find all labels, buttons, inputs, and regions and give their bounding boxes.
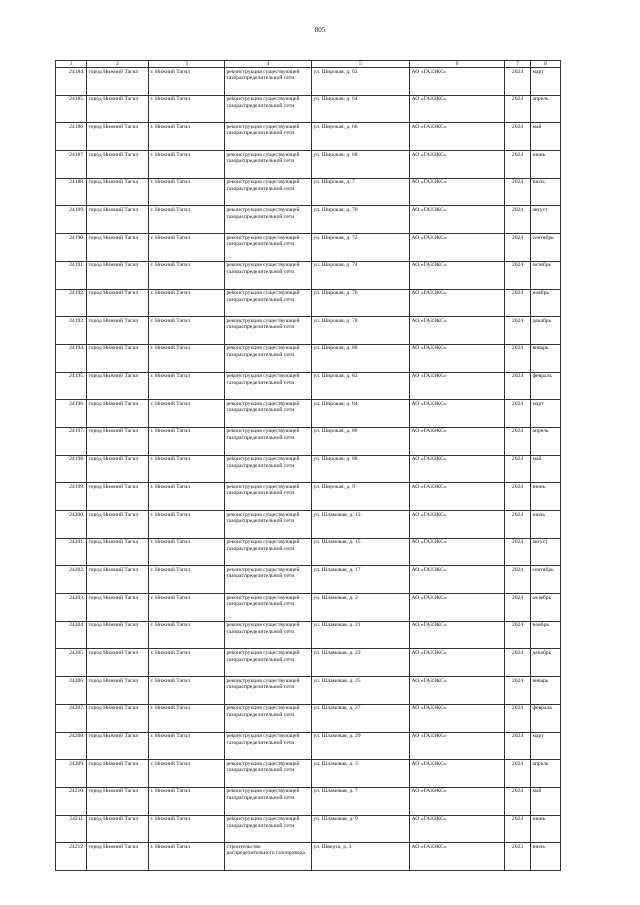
year-cell: 2024 bbox=[505, 511, 531, 539]
settlement-cell: г. Нижний Тагил bbox=[149, 649, 225, 677]
month-cell: апрель bbox=[531, 95, 561, 123]
settlement-cell: г. Нижний Тагил bbox=[149, 511, 225, 539]
row-number-cell: 24212. bbox=[56, 843, 87, 871]
month-cell: май bbox=[531, 787, 561, 815]
settlement-cell: г. Нижний Тагил bbox=[149, 206, 225, 234]
table-row bbox=[56, 95, 561, 123]
row-number-cell: 24206. bbox=[56, 677, 87, 705]
municipality-cell: город Нижний Тагил bbox=[87, 427, 149, 455]
municipality-cell: город Нижний Тагил bbox=[87, 704, 149, 732]
year-cell: 2024 bbox=[505, 760, 531, 788]
address-cell: ул. Широкая, д. 84 bbox=[312, 400, 410, 428]
work-type-cell: реконструкция существующей газораспределительной сети bbox=[225, 538, 312, 566]
row-number-cell: 24191. bbox=[56, 261, 87, 289]
municipality-cell: город Нижний Тагил bbox=[87, 511, 149, 539]
settlement-cell: г. Нижний Тагил bbox=[149, 843, 225, 871]
year-cell: 2024 bbox=[505, 123, 531, 151]
settlement-cell: г. Нижний Тагил bbox=[149, 704, 225, 732]
address-cell: ул. Шламовая, д. 23 bbox=[312, 649, 410, 677]
address-cell: ул. Широкая, д. 74 bbox=[312, 261, 410, 289]
organization-cell: АО «ГАЗЭКС» bbox=[410, 594, 505, 622]
work-type-cell: реконструкция существующей газораспределительной сети bbox=[225, 123, 312, 151]
month-cell: август bbox=[531, 538, 561, 566]
organization-cell: АО «ГАЗЭКС» bbox=[410, 123, 505, 151]
address-cell: ул. Шламовая, д. 13 bbox=[312, 511, 410, 539]
settlement-cell: г. Нижний Тагил bbox=[149, 400, 225, 428]
organization-cell: АО «ГАЗЭКС» bbox=[410, 511, 505, 539]
organization-cell: АО «ГАЗЭКС» bbox=[410, 483, 505, 511]
row-number-cell: 24193. bbox=[56, 317, 87, 345]
address-cell: ул. Шламовая, д. 17 bbox=[312, 566, 410, 594]
row-number-cell: 24188. bbox=[56, 178, 87, 206]
year-cell: 2024 bbox=[505, 483, 531, 511]
organization-cell: АО «ГАЗЭКС» bbox=[410, 206, 505, 234]
table-header-row bbox=[56, 61, 561, 68]
settlement-cell: г. Нижний Тагил bbox=[149, 178, 225, 206]
municipality-cell: город Нижний Тагил bbox=[87, 317, 149, 345]
year-cell: 2024 bbox=[505, 538, 531, 566]
settlement-cell: г. Нижний Тагил bbox=[149, 289, 225, 317]
organization-cell: АО «ГАЗЭКС» bbox=[410, 234, 505, 262]
table-row bbox=[56, 178, 561, 206]
organization-cell: АО «ГАЗЭКС» bbox=[410, 178, 505, 206]
municipality-cell: город Нижний Тагил bbox=[87, 621, 149, 649]
header-cell: 2 bbox=[87, 61, 149, 68]
municipality-cell: город Нижний Тагил bbox=[87, 594, 149, 622]
year-cell: 2024 bbox=[505, 455, 531, 483]
municipality-cell: город Нижний Тагил bbox=[87, 649, 149, 677]
month-cell: июль bbox=[531, 843, 561, 871]
settlement-cell: г. Нижний Тагил bbox=[149, 95, 225, 123]
table-row bbox=[56, 566, 561, 594]
settlement-cell: г. Нижний Тагил bbox=[149, 372, 225, 400]
month-cell: февраль bbox=[531, 372, 561, 400]
table-row bbox=[56, 206, 561, 234]
address-cell: ул. Шламовая, д. 25 bbox=[312, 677, 410, 705]
year-cell: 2024 bbox=[505, 234, 531, 262]
table-row bbox=[56, 677, 561, 705]
header-cell: 7 bbox=[505, 61, 531, 68]
year-cell: 2024 bbox=[505, 732, 531, 760]
address-cell: ул. Шламовая, д. 9 bbox=[312, 815, 410, 843]
month-cell: апрель bbox=[531, 427, 561, 455]
address-cell: ул. Широкая, д. 66 bbox=[312, 123, 410, 151]
work-type-cell: реконструкция существующей газораспределительной сети bbox=[225, 400, 312, 428]
address-cell: ул. Широкая, д. 76 bbox=[312, 289, 410, 317]
month-cell: март bbox=[531, 732, 561, 760]
address-cell: ул. Шламовая, д. 2 bbox=[312, 594, 410, 622]
organization-cell: АО «ГАЗЭКС» bbox=[410, 344, 505, 372]
settlement-cell: г. Нижний Тагил bbox=[149, 68, 225, 96]
table-row bbox=[56, 649, 561, 677]
month-cell: февраль bbox=[531, 704, 561, 732]
row-number-cell: 24211. bbox=[56, 815, 87, 843]
row-number-cell: 24186. bbox=[56, 123, 87, 151]
month-cell: август bbox=[531, 206, 561, 234]
organization-cell: АО «ГАЗЭКС» bbox=[410, 261, 505, 289]
work-type-cell: реконструкция существующей газораспределительной сети bbox=[225, 427, 312, 455]
organization-cell: АО «ГАЗЭКС» bbox=[410, 289, 505, 317]
document-table bbox=[55, 60, 561, 871]
year-cell: 2024 bbox=[505, 68, 531, 96]
address-cell: ул. Широкая, д. 88 bbox=[312, 455, 410, 483]
year-cell: 2024 bbox=[505, 151, 531, 179]
table-row bbox=[56, 151, 561, 179]
organization-cell: АО «ГАЗЭКС» bbox=[410, 455, 505, 483]
settlement-cell: г. Нижний Тагил bbox=[149, 677, 225, 705]
year-cell: 2024 bbox=[505, 566, 531, 594]
year-cell: 2024 bbox=[505, 261, 531, 289]
table-row bbox=[56, 538, 561, 566]
municipality-cell: город Нижний Тагил bbox=[87, 206, 149, 234]
table-row bbox=[56, 483, 561, 511]
municipality-cell: город Нижний Тагил bbox=[87, 815, 149, 843]
table-row bbox=[56, 400, 561, 428]
municipality-cell: город Нижний Тагил bbox=[87, 843, 149, 871]
municipality-cell: город Нижний Тагил bbox=[87, 760, 149, 788]
row-number-cell: 24195. bbox=[56, 372, 87, 400]
table-row bbox=[56, 261, 561, 289]
month-cell: июль bbox=[531, 178, 561, 206]
organization-cell: АО «ГАЗЭКС» bbox=[410, 677, 505, 705]
row-number-cell: 24208. bbox=[56, 732, 87, 760]
municipality-cell: город Нижний Тагил bbox=[87, 344, 149, 372]
month-cell: январь bbox=[531, 677, 561, 705]
row-number-cell: 24204. bbox=[56, 621, 87, 649]
address-cell: ул. Широкая, д. 70 bbox=[312, 206, 410, 234]
year-cell: 2024 bbox=[505, 400, 531, 428]
table-row bbox=[56, 427, 561, 455]
month-cell: май bbox=[531, 123, 561, 151]
municipality-cell: город Нижний Тагил bbox=[87, 151, 149, 179]
month-cell: июнь bbox=[531, 815, 561, 843]
municipality-cell: город Нижний Тагил bbox=[87, 68, 149, 96]
settlement-cell: г. Нижний Тагил bbox=[149, 815, 225, 843]
table-row bbox=[56, 594, 561, 622]
municipality-cell: город Нижний Тагил bbox=[87, 372, 149, 400]
organization-cell: АО «ГАЗЭКС» bbox=[410, 843, 505, 871]
page-number: 805 bbox=[314, 26, 326, 34]
row-number-cell: 24194. bbox=[56, 344, 87, 372]
row-number-cell: 24201. bbox=[56, 538, 87, 566]
year-cell: 2024 bbox=[505, 178, 531, 206]
year-cell: 2023 bbox=[505, 843, 531, 871]
year-cell: 2024 bbox=[505, 649, 531, 677]
year-cell: 2024 bbox=[505, 95, 531, 123]
municipality-cell: город Нижний Тагил bbox=[87, 178, 149, 206]
month-cell: июнь bbox=[531, 483, 561, 511]
table-row bbox=[56, 317, 561, 345]
settlement-cell: г. Нижний Тагил bbox=[149, 760, 225, 788]
table-row bbox=[56, 234, 561, 262]
organization-cell: АО «ГАЗЭКС» bbox=[410, 649, 505, 677]
settlement-cell: г. Нижний Тагил bbox=[149, 151, 225, 179]
work-type-cell: реконструкция существующей газораспределительной сети bbox=[225, 95, 312, 123]
work-type-cell: реконструкция существующей газораспределительной сети bbox=[225, 151, 312, 179]
address-cell: ул. Шламовая, д. 27 bbox=[312, 704, 410, 732]
municipality-cell: город Нижний Тагил bbox=[87, 261, 149, 289]
municipality-cell: город Нижний Тагил bbox=[87, 566, 149, 594]
row-number-cell: 24196. bbox=[56, 400, 87, 428]
work-type-cell: реконструкция существующей газораспределительной сети bbox=[225, 483, 312, 511]
month-cell: март bbox=[531, 68, 561, 96]
municipality-cell: город Нижний Тагил bbox=[87, 400, 149, 428]
address-cell: ул. Широкая, д. 7 bbox=[312, 178, 410, 206]
organization-cell: АО «ГАЗЭКС» bbox=[410, 317, 505, 345]
municipality-cell: город Нижний Тагил bbox=[87, 677, 149, 705]
table-body bbox=[56, 61, 561, 871]
work-type-cell: реконструкция существующей газораспределительной сети bbox=[225, 594, 312, 622]
work-type-cell: строительство распределительного газопровода bbox=[225, 843, 312, 871]
year-cell: 2024 bbox=[505, 206, 531, 234]
row-number-cell: 24209. bbox=[56, 760, 87, 788]
header-cell: 6 bbox=[410, 61, 505, 68]
address-cell: ул. Шламовая, д. 15 bbox=[312, 538, 410, 566]
organization-cell: АО «ГАЗЭКС» bbox=[410, 760, 505, 788]
row-number-cell: 24203. bbox=[56, 594, 87, 622]
work-type-cell: реконструкция существующей газораспределительной сети bbox=[225, 317, 312, 345]
table-row bbox=[56, 289, 561, 317]
table-row bbox=[56, 732, 561, 760]
address-cell: ул. Широкая, д. 86 bbox=[312, 427, 410, 455]
table-row bbox=[56, 511, 561, 539]
month-cell: январь bbox=[531, 344, 561, 372]
organization-cell: АО «ГАЗЭКС» bbox=[410, 787, 505, 815]
settlement-cell: г. Нижний Тагил bbox=[149, 594, 225, 622]
settlement-cell: г. Нижний Тагил bbox=[149, 317, 225, 345]
settlement-cell: г. Нижний Тагил bbox=[149, 787, 225, 815]
year-cell: 2024 bbox=[505, 815, 531, 843]
organization-cell: АО «ГАЗЭКС» bbox=[410, 704, 505, 732]
table-row bbox=[56, 68, 561, 96]
settlement-cell: г. Нижний Тагил bbox=[149, 538, 225, 566]
header-cell: 4 bbox=[225, 61, 312, 68]
row-number-cell: 24187. bbox=[56, 151, 87, 179]
table-row bbox=[56, 123, 561, 151]
address-cell: ул. Шламовая, д. 3 bbox=[312, 760, 410, 788]
month-cell: октябрь bbox=[531, 261, 561, 289]
work-type-cell: реконструкция существующей газораспределительной сети bbox=[225, 787, 312, 815]
work-type-cell: реконструкция существующей газораспределительной сети bbox=[225, 344, 312, 372]
municipality-cell: город Нижний Тагил bbox=[87, 289, 149, 317]
year-cell: 2024 bbox=[505, 621, 531, 649]
settlement-cell: г. Нижний Тагил bbox=[149, 621, 225, 649]
header-cell: 1 bbox=[56, 61, 87, 68]
row-number-cell: 24210. bbox=[56, 787, 87, 815]
year-cell: 2024 bbox=[505, 677, 531, 705]
work-type-cell: реконструкция существующей газораспределительной сети bbox=[225, 511, 312, 539]
settlement-cell: г. Нижний Тагил bbox=[149, 732, 225, 760]
month-cell: октябрь bbox=[531, 594, 561, 622]
year-cell: 2024 bbox=[505, 704, 531, 732]
address-cell: ул. Широкая, д. 80 bbox=[312, 344, 410, 372]
table-row bbox=[56, 843, 561, 871]
work-type-cell: реконструкция существующей газораспределительной сети bbox=[225, 68, 312, 96]
year-cell: 2024 bbox=[505, 594, 531, 622]
settlement-cell: г. Нижний Тагил bbox=[149, 123, 225, 151]
table-row bbox=[56, 760, 561, 788]
year-cell: 2024 bbox=[505, 289, 531, 317]
municipality-cell: город Нижний Тагил bbox=[87, 787, 149, 815]
organization-cell: АО «ГАЗЭКС» bbox=[410, 815, 505, 843]
table-row bbox=[56, 372, 561, 400]
year-cell: 2024 bbox=[505, 787, 531, 815]
header-cell: 5 bbox=[312, 61, 410, 68]
row-number-cell: 24190. bbox=[56, 234, 87, 262]
header-cell: 8 bbox=[531, 61, 561, 68]
work-type-cell: реконструкция существующей газораспределительной сети bbox=[225, 234, 312, 262]
work-type-cell: реконструкция существующей газораспределительной сети bbox=[225, 289, 312, 317]
address-cell: ул. Широкая, д. 62 bbox=[312, 68, 410, 96]
address-cell: ул. Шламовая, д. 29 bbox=[312, 732, 410, 760]
address-cell: ул. Широкая, д. 9 bbox=[312, 483, 410, 511]
address-cell: ул. Шламовая, д. 7 bbox=[312, 787, 410, 815]
row-number-cell: 24184. bbox=[56, 68, 87, 96]
row-number-cell: 24200. bbox=[56, 511, 87, 539]
address-cell: ул. Шламовая, д. 21 bbox=[312, 621, 410, 649]
settlement-cell: г. Нижний Тагил bbox=[149, 344, 225, 372]
row-number-cell: 24202. bbox=[56, 566, 87, 594]
work-type-cell: реконструкция существующей газораспределительной сети bbox=[225, 178, 312, 206]
organization-cell: АО «ГАЗЭКС» bbox=[410, 95, 505, 123]
year-cell: 2024 bbox=[505, 427, 531, 455]
table-row bbox=[56, 815, 561, 843]
address-cell: ул. Широкая, д. 64 bbox=[312, 95, 410, 123]
table-row bbox=[56, 455, 561, 483]
header-cell: 3 bbox=[149, 61, 225, 68]
work-type-cell: реконструкция существующей газораспределительной сети bbox=[225, 206, 312, 234]
month-cell: июль bbox=[531, 511, 561, 539]
settlement-cell: г. Нижний Тагил bbox=[149, 566, 225, 594]
address-cell: ул. Широкая, д. 68 bbox=[312, 151, 410, 179]
row-number-cell: 24198. bbox=[56, 455, 87, 483]
work-type-cell: реконструкция существующей газораспределительной сети bbox=[225, 704, 312, 732]
month-cell: апрель bbox=[531, 760, 561, 788]
row-number-cell: 24189. bbox=[56, 206, 87, 234]
municipality-cell: город Нижний Тагил bbox=[87, 538, 149, 566]
work-type-cell: реконструкция существующей газораспределительной сети bbox=[225, 760, 312, 788]
municipality-cell: город Нижний Тагил bbox=[87, 455, 149, 483]
organization-cell: АО «ГАЗЭКС» bbox=[410, 400, 505, 428]
table-row bbox=[56, 344, 561, 372]
address-cell: ул. Шведта, д. 3 bbox=[312, 843, 410, 871]
year-cell: 2024 bbox=[505, 344, 531, 372]
work-type-cell: реконструкция существующей газораспределительной сети bbox=[225, 732, 312, 760]
work-type-cell: реконструкция существующей газораспределительной сети bbox=[225, 261, 312, 289]
municipality-cell: город Нижний Тагил bbox=[87, 95, 149, 123]
table-row bbox=[56, 787, 561, 815]
municipality-cell: город Нижний Тагил bbox=[87, 234, 149, 262]
month-cell: ноябрь bbox=[531, 289, 561, 317]
organization-cell: АО «ГАЗЭКС» bbox=[410, 538, 505, 566]
organization-cell: АО «ГАЗЭКС» bbox=[410, 151, 505, 179]
organization-cell: АО «ГАЗЭКС» bbox=[410, 427, 505, 455]
table-row bbox=[56, 621, 561, 649]
row-number-cell: 24205. bbox=[56, 649, 87, 677]
row-number-cell: 24185. bbox=[56, 95, 87, 123]
year-cell: 2024 bbox=[505, 372, 531, 400]
work-type-cell: реконструкция существующей газораспределительной сети bbox=[225, 621, 312, 649]
row-number-cell: 24199. bbox=[56, 483, 87, 511]
year-cell: 2024 bbox=[505, 317, 531, 345]
work-type-cell: реконструкция существующей газораспределительной сети bbox=[225, 372, 312, 400]
work-type-cell: реконструкция существующей газораспределительной сети bbox=[225, 566, 312, 594]
row-number-cell: 24192. bbox=[56, 289, 87, 317]
work-type-cell: реконструкция существующей газораспределительной сети bbox=[225, 649, 312, 677]
month-cell: декабрь bbox=[531, 649, 561, 677]
organization-cell: АО «ГАЗЭКС» bbox=[410, 68, 505, 96]
settlement-cell: г. Нижний Тагил bbox=[149, 234, 225, 262]
work-type-cell: реконструкция существующей газораспределительной сети bbox=[225, 455, 312, 483]
organization-cell: АО «ГАЗЭКС» bbox=[410, 372, 505, 400]
settlement-cell: г. Нижний Тагил bbox=[149, 483, 225, 511]
settlement-cell: г. Нижний Тагил bbox=[149, 455, 225, 483]
municipality-cell: город Нижний Тагил bbox=[87, 732, 149, 760]
municipality-cell: город Нижний Тагил bbox=[87, 483, 149, 511]
work-type-cell: реконструкция существующей газораспределительной сети bbox=[225, 815, 312, 843]
month-cell: сентябрь bbox=[531, 566, 561, 594]
month-cell: май bbox=[531, 455, 561, 483]
table-row bbox=[56, 704, 561, 732]
address-cell: ул. Широкая, д. 72 bbox=[312, 234, 410, 262]
municipality-cell: город Нижний Тагил bbox=[87, 123, 149, 151]
settlement-cell: г. Нижний Тагил bbox=[149, 261, 225, 289]
work-type-cell: реконструкция существующей газораспределительной сети bbox=[225, 677, 312, 705]
row-number-cell: 24197. bbox=[56, 427, 87, 455]
row-number-cell: 24207. bbox=[56, 704, 87, 732]
month-cell: декабрь bbox=[531, 317, 561, 345]
month-cell: сентябрь bbox=[531, 234, 561, 262]
address-cell: ул. Широкая, д. 82 bbox=[312, 372, 410, 400]
address-cell: ул. Широкая, д. 78 bbox=[312, 317, 410, 345]
organization-cell: АО «ГАЗЭКС» bbox=[410, 566, 505, 594]
month-cell: март bbox=[531, 400, 561, 428]
month-cell: июнь bbox=[531, 151, 561, 179]
organization-cell: АО «ГАЗЭКС» bbox=[410, 732, 505, 760]
month-cell: ноябрь bbox=[531, 621, 561, 649]
settlement-cell: г. Нижний Тагил bbox=[149, 427, 225, 455]
organization-cell: АО «ГАЗЭКС» bbox=[410, 621, 505, 649]
